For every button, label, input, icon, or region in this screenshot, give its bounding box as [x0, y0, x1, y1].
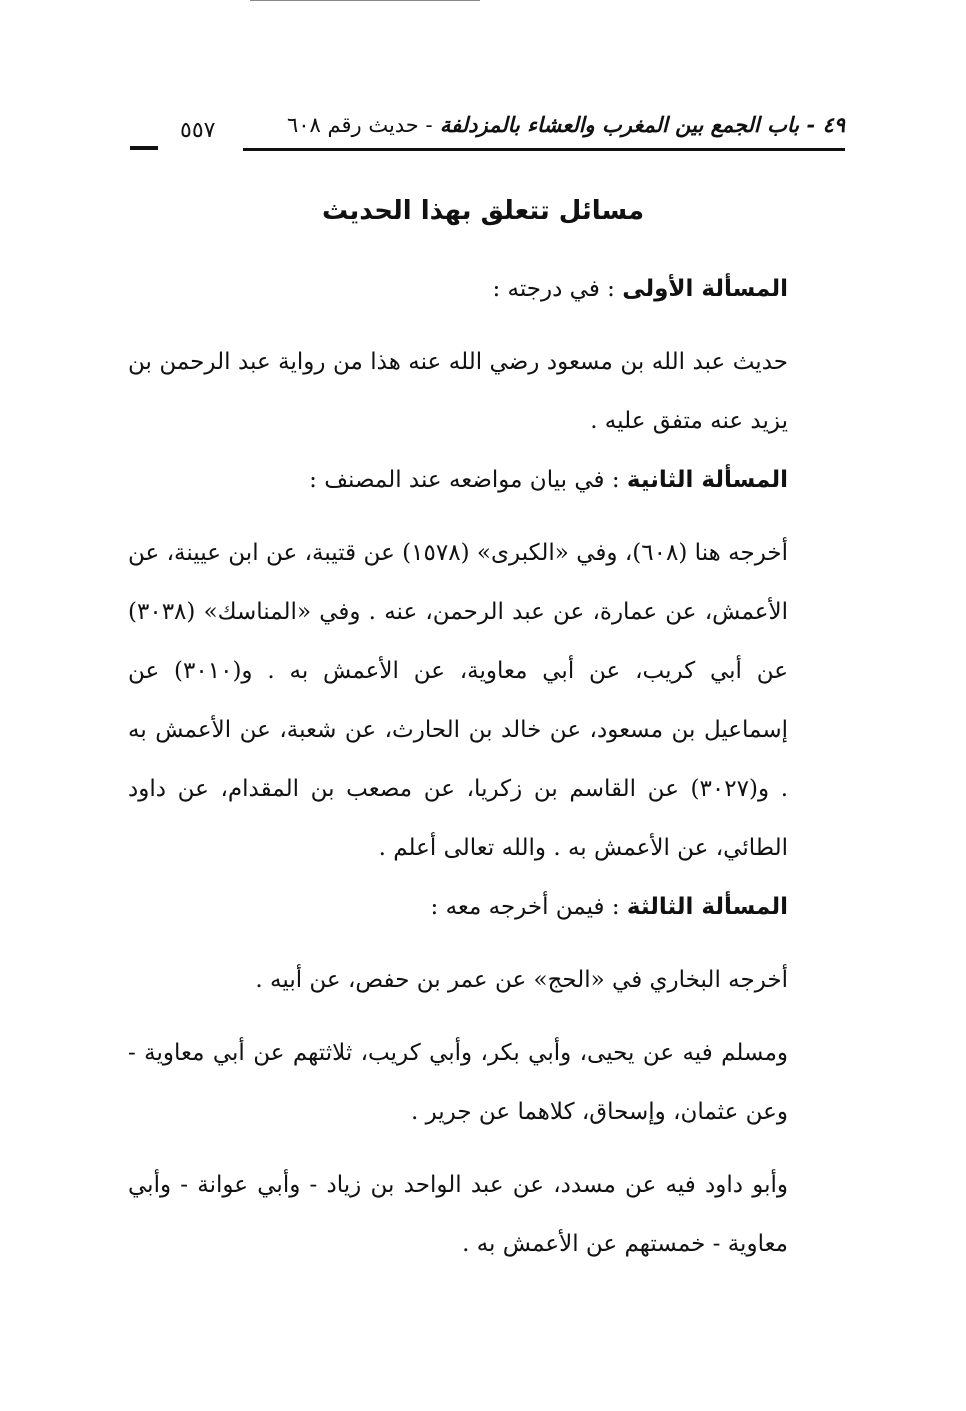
- section-title: مسائل تتعلق بهذا الحديث: [321, 196, 645, 226]
- issue2-title: المسألة الثانية: [626, 467, 788, 493]
- top-scan-rule: [250, 0, 480, 1]
- issue3-paragraph-3: وأبو داود فيه عن مسدد، عن عبد الواحد بن زياد - وأبي عوانة - وأبي معاوية - خمستهم عن الأعمش به .: [128, 1172, 788, 1257]
- page-number: ٥٥٧: [180, 118, 216, 143]
- header-rule: [243, 148, 845, 151]
- hadith-ref: - حديث رقم ٦٠٨: [286, 113, 433, 137]
- issue1-heading: [128, 260, 788, 319]
- chapter-title: ٤٩ - باب الجمع بين المغرب والعشاء بالمزدلفة: [439, 112, 845, 137]
- issue1-title: المسألة الأولى: [622, 276, 788, 302]
- issue3-title: المسألة الثالثة: [626, 894, 788, 920]
- issue3-heading: [128, 878, 788, 937]
- header-title: [287, 112, 845, 137]
- issue2-text: أخرجه هنا (٦٠٨)، وفي «الكبرى» (١٥٧٨) عن قتيبة، عن ابن عيينة، عن الأعمش، عن عمارة، عن عبد الرحمن، عنه . وفي «المناسك» (٣٠٣٨) عن أبي كريب، عن أبي معاوية، عن الأعمش به . و(٣٠١٠) عن إسماعيل بن مسعود، عن خالد بن الحارث، عن شعبة، عن الأعمش به . و(٣٠٢٧) عن القاسم بن زكريا، عن مصعب بن المقدام، عن داود الطائي، عن الأعمش به . والله تعالى أعلم .: [128, 540, 789, 861]
- issue1-subtitle: : في درجته :: [492, 276, 615, 302]
- header-dash: [130, 146, 158, 150]
- issue3-subtitle: : فيمن أخرجه معه :: [430, 894, 620, 920]
- running-header: [130, 108, 845, 154]
- page-body: [128, 260, 788, 1274]
- issue1-text: حديث عبد الله بن مسعود رضي الله عنه هذا من رواية عبد الرحمن بن يزيد عنه متفق عليه .: [128, 349, 788, 434]
- issue3-paragraph-1: أخرجه البخاري في «الحج» عن عمر بن حفص، عن أبيه .: [255, 967, 788, 993]
- issue3-paragraph-2: ومسلم فيه عن يحيى، وأبي بكر، وأبي كريب، ثلاثتهم عن أبي معاوية - وعن عثمان، وإسحاق، كلاهما عن جرير .: [128, 1040, 788, 1125]
- issue2-heading: [128, 451, 788, 510]
- issue2-subtitle: : في بيان مواضعه عند المصنف :: [309, 467, 620, 493]
